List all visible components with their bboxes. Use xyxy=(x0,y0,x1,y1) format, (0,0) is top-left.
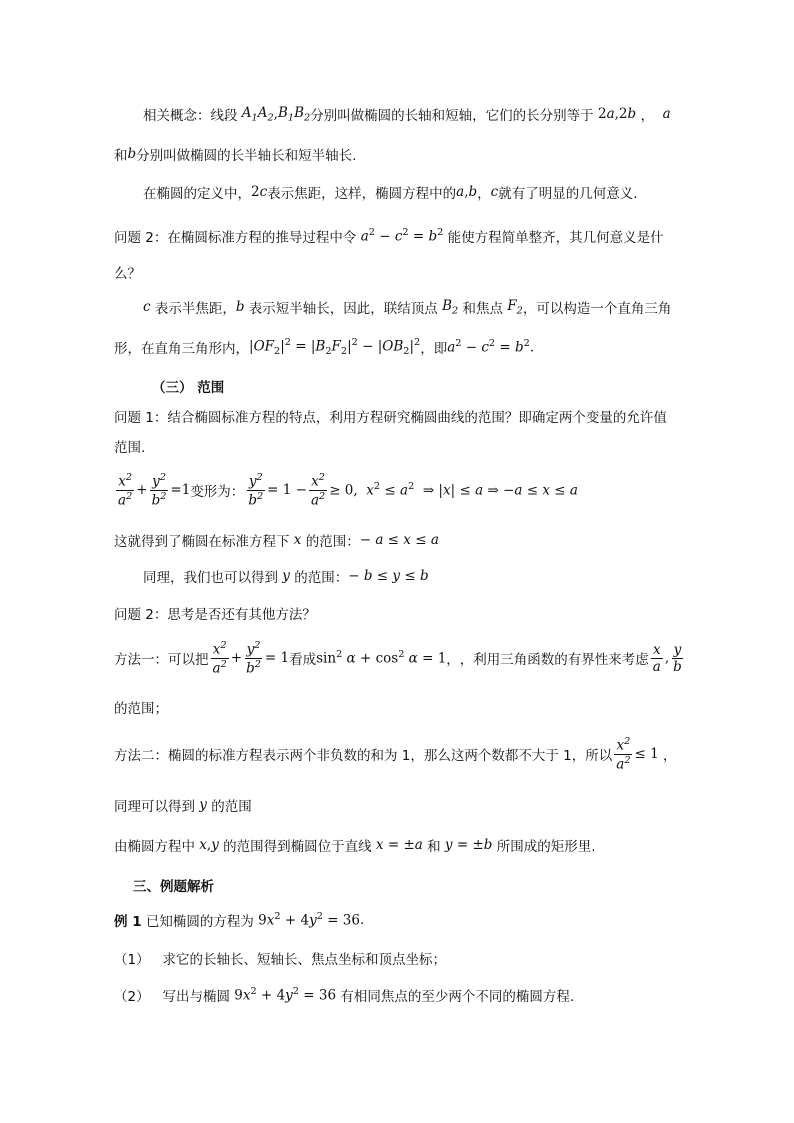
question-2-line-1: 问题 2：在椭圆标准方程的推导过程中令 $a^2 - c^2 = b^2$ 能使方程简单整齐，其几何意义是什 xyxy=(114,227,664,246)
range-question-1-line-2: 范围. xyxy=(114,440,146,456)
concept-line-1: 相关概念：线段 $A_1A_2$ , $B_1B_2$ 分别叫做椭圆的长轴和短轴，它们的长分别等于 2a,2b ， a xyxy=(143,104,671,124)
method-1-line-1: 方法一：可以把 $\frac{x^2}{a^2}$ + $\frac{y^2}{b^2}$ = 1 看成 $\sin^2 \alpha + \cos^2 \alpha = 1$ ， ，利用三角函数的有界性来考虑 $\frac{x}{a}$ , $\frac{y}{b}$ xyxy=(114,640,682,677)
example-1-item-1: （1） 求它的长轴长、短轴长、焦点坐标和顶点坐标； xyxy=(114,952,446,968)
example-1-statement: 例 1 已知椭圆的方程为 $9x^2 + 4y^2 = 36$ . xyxy=(114,911,365,930)
method-1-line-2: 的范围； xyxy=(114,701,168,717)
question-2-line-2: 么？ xyxy=(114,266,141,282)
rectangle-statement: 由椭圆方程中 x , y 的范围得到椭圆位于直线 x = ±a 和 y = ±b 所围成的矩形里. xyxy=(114,837,596,855)
range-derivation-equation: $\frac{x^2}{a^2}$ + $\frac{y^2}{b^2}$ =1 变形为： $\frac{y^2}{b^2}$ = 1 − $\frac{x^2}{a^2}$ ≥ 0, $x^2 \le a^2$ ⇒ |x| ≤ a ⇒ −a ≤ x ≤ a xyxy=(118,472,578,509)
examples-heading: 三、例题解析 xyxy=(133,879,214,895)
section-range-heading: （三） 范围 xyxy=(152,380,225,396)
example-1-item-2: （2） 写出与椭圆 $9x^2 + 4y^2 = 36$ 有相同焦点的至少两个不同的椭圆方程. xyxy=(114,986,575,1005)
range-question-1-line-1: 问题 1：结合椭圆标准方程的特点，利用方程研究椭圆曲线的范围？即确定两个变量的允许值 xyxy=(114,410,667,426)
method-2-line-1: 方法二：椭圆的标准方程表示两个非负数的和为 1，那么这两个数都不大于 1，所以 $\frac{x^2}{a^2}$ ≤ 1 ， xyxy=(114,736,677,773)
explanation-line-1: c 表示半焦距， b 表示短半轴长，因此，联结顶点 $B_2$ 和焦点 $F_2$ ，可以构造一个直角三角 xyxy=(143,297,672,317)
concept-line-2: 和 b 分别叫做椭圆的长半轴长和短半轴长. xyxy=(114,146,357,164)
definition-line: 在椭圆的定义中， 2c 表示焦距，这样，椭圆方程中的 a , b ， c 就有了明显的几何意义. xyxy=(143,184,638,202)
x-range-line: 这就得到了椭圆在标准方程下 x 的范围： − a ≤ x ≤ a xyxy=(114,532,439,550)
range-question-2: 问题 2：思考是否还有其他方法？ xyxy=(114,607,316,623)
method-2-line-2: 同理可以得到 y 的范围 xyxy=(114,797,252,815)
explanation-line-2: 形，在直角三角形内， $|OF_2|^2 = |B_2F_2|^2 - |OB_2|^2$ ，即 $a^2 - c^2 = b^2$. xyxy=(114,337,535,358)
y-range-line: 同理，我们也可以得到 y 的范围： − b ≤ y ≤ b xyxy=(143,568,429,586)
